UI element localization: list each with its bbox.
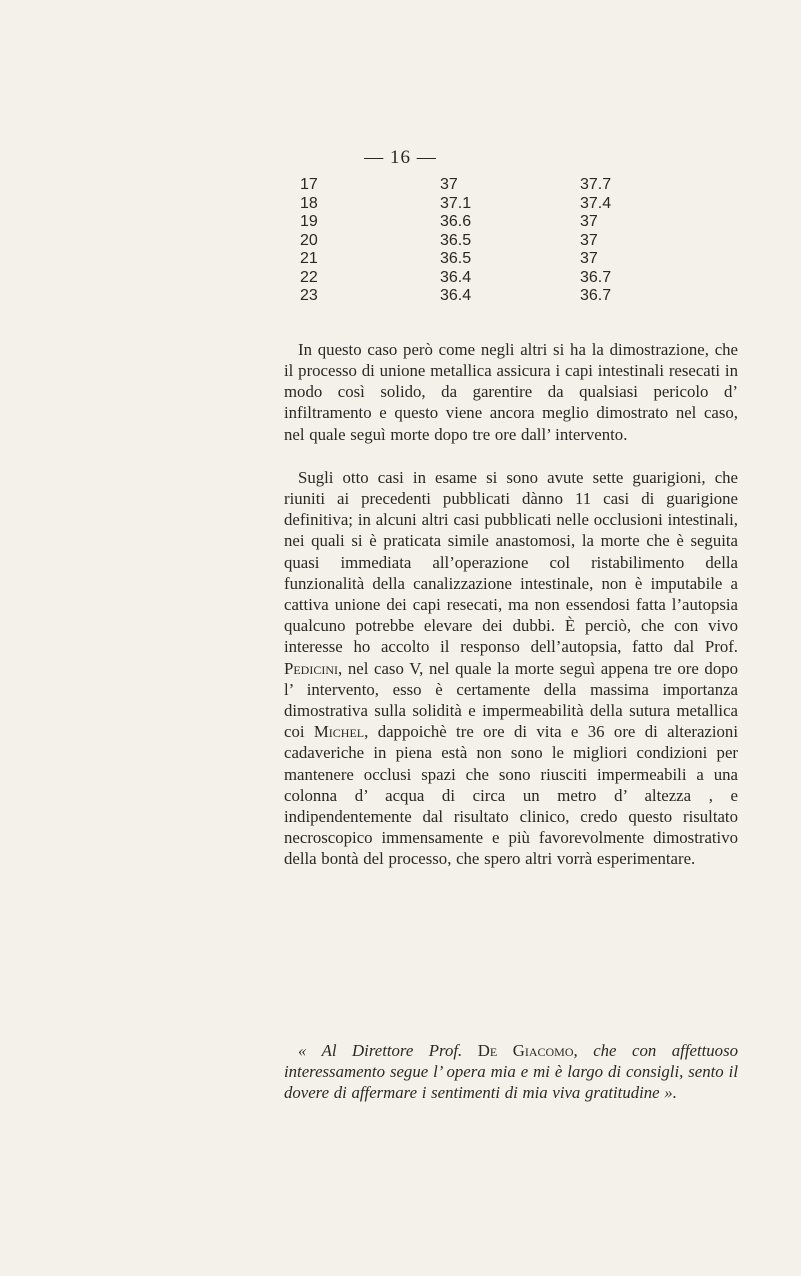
paragraph-2: [284, 467, 738, 870]
table-cell: 22: [300, 268, 318, 286]
table-row: [300, 250, 640, 269]
table-row: [300, 176, 640, 195]
table-cell: 36.5: [440, 250, 472, 267]
table-row: [300, 269, 640, 288]
table-cell: 37: [580, 213, 598, 230]
table-row: [300, 213, 640, 232]
table-cell: 36.5: [440, 231, 472, 249]
table-cell: 36.7: [580, 268, 612, 286]
table-cell: 37.7: [580, 176, 612, 193]
table-cell: 36.4: [440, 268, 472, 286]
table-cell: 17: [300, 176, 318, 193]
table-cell: 37: [440, 176, 458, 193]
paragraph-3-text-a: « Al Direttore Prof.: [298, 1040, 478, 1060]
paragraph-2-text-b: , nel caso V, nel quale la morte seguì appena tre ore dopo l’ intervento, esso è certamente della massima importanza dimostrativa sulla solidità e impermeabilità della sutura metallica coi: [284, 658, 738, 742]
table-cell: 37: [580, 231, 598, 249]
author-name-pedicini: Pedicini: [284, 658, 338, 678]
table-cell: 37.4: [580, 194, 612, 212]
table-cell: 37.1: [440, 194, 472, 212]
temperature-table: [300, 176, 640, 306]
table-cell: 20: [300, 231, 318, 249]
paragraph-3-text-b: , che con affettuoso interessamento segue l’ opera mia e mi è largo di consigli, sento il dovere di affermare i sentimenti di mia viva gratitudine ».: [284, 1040, 738, 1103]
table-cell: 36.7: [580, 287, 612, 304]
author-name-michel: Michel: [313, 722, 365, 742]
table-cell: 18: [300, 194, 318, 212]
table-cell: 36.6: [440, 213, 472, 230]
paragraph-2-text-c: , dappoichè tre ore di vita e 36 ore di alterazioni cadaveriche in piena està non sono le migliori condizioni per mantenere occlusi spazi che sono riusciti impermeabili a una colonna d’ acqua di circa un metro d’ altezza , e indipendentemente dal risultato clinico, credo questo risultato necroscopico immensamente e più favorevolmente dimostrativo della bontà del processo, che spero altri vorrà esperimentare.: [284, 722, 738, 869]
table-cell: 36.4: [440, 287, 472, 304]
table-row: [300, 195, 640, 214]
author-name-de-giacomo: De Giacomo: [477, 1040, 574, 1060]
paragraph-2-text-a: Sugli otto casi in esame si sono avute sette guarigioni, che riuniti ai precedenti pubblicati dànno 11 casi di guarigione definitiva; in alcuni altri casi pubblicati nelle occlusioni intestinali, nei quali si è praticata simile anastomosi, la morte che è seguita quasi immediata all’operazione col ristabilimento della funzionalità della canalizzazione intestinale, non è imputabile a cattiva unione dei capi resecati, ma non essendosi fatta l’autopsia qualcuno potrebbe elevare dei dubbi. È perciò, che con vivo interesse ho accolto il responso dell’autopsia, fatto dal Prof.: [284, 467, 738, 657]
table-cell: 21: [300, 250, 318, 267]
table-row: [300, 287, 640, 306]
table-cell: 19: [300, 213, 318, 230]
page-number: — 16 —: [364, 147, 437, 168]
table-cell: 23: [300, 287, 318, 304]
paragraph-1: In questo caso però come negli altri si ha la dimostrazione, che il processo di unione metallica assicura i capi intestinali resecati in modo così solido, da garentire da qualsiasi pericolo d’ infiltramento e questo viene ancora meglio dimostrato nel caso, nel quale seguì morte dopo tre ore dall’ intervento.: [284, 339, 738, 444]
table-cell: 37: [580, 250, 598, 267]
paragraph-3-dedication: [284, 1040, 738, 1104]
table-row: [300, 232, 640, 251]
